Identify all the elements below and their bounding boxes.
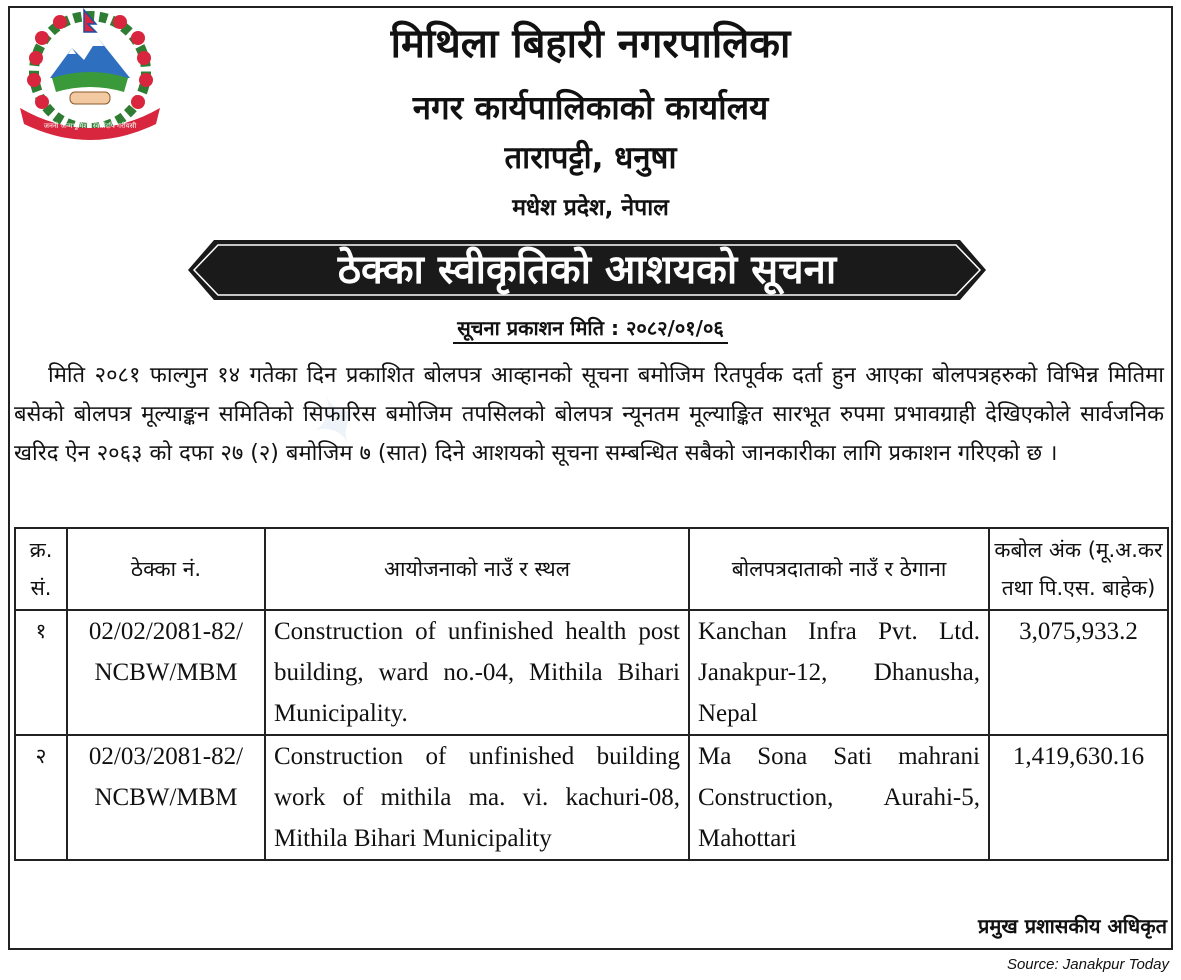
province-country: मधेश प्रदेश, नेपाल	[512, 195, 669, 221]
header-project: आयोजनाको नाउँ र स्थल	[265, 528, 689, 610]
row-contract-number: 02/03/2081-82/ NCBW/MBM	[67, 735, 265, 860]
row-project: Construction of unfinished building work of mithila ma. vi. kachuri-08, Mithila Bihari Municipality	[265, 735, 689, 860]
row-bidder: Kanchan Infra Pvt. Ltd. Janakpur-12, Dhanusha, Nepal	[689, 610, 989, 735]
row-serial-number: २	[15, 735, 67, 860]
row-amount: 1,419,630.16	[989, 735, 1168, 860]
emblem-motto: जननी जन्मभूमिश्च स्वर्गादपि गरीयसी	[43, 122, 137, 130]
notice-paragraph: मिति २०८१ फाल्गुन १४ गतेका दिन प्रकाशित बोलपत्र आव्हानको सूचना बमोजिम रितपूर्वक दर्ता हुन आएका बोलपत्रहरुको विभिन्न मितिमा बसेको बोलपत्र मूल्याङ्कन समितिको सिफारिस बमोजिम तपसिलको बोलपत्र न्यूनतम मूल्याङ्कित सारभूत रुपमा प्रभावग्राही देखिएकोले सार्वजनिक खरिद ऐन २०६३ को दफा २७ (२) बमोजिम ७ (सात) दिने आशयको सूचना सम्बन्धित सबैको जानकारीका लागि प्रकाशन गरिएको छ ।	[14, 363, 1164, 466]
signatory-title: प्रमुख प्रशासकीय अधिकृत	[978, 914, 1167, 938]
publication-date-text: सूचना प्रकाशन मिति : २०८२/०१/०६	[453, 316, 728, 344]
row-project: Construction of unfinished health post building, ward no.-04, Mithila Bihari Municipality.	[265, 610, 689, 735]
table-row	[15, 610, 1168, 735]
table-header-row	[15, 528, 1168, 610]
header-bidder: बोलपत्रदाताको नाउँ र ठेगाना	[689, 528, 989, 610]
header-serial-number: क्र. सं.	[15, 528, 67, 610]
row-bidder: Ma Sona Sati mahrani Construction, Aurahi-5, Mahottari	[689, 735, 989, 860]
row-amount: 3,075,933.2	[989, 610, 1168, 735]
header-amount: कबोल अंक (मू.अ.कर तथा पि.एस. बाहेक)	[989, 528, 1168, 610]
row-contract-number: 02/02/2081-82/ NCBW/MBM	[67, 610, 265, 735]
office-location: तारापट्टी, धनुषा	[504, 140, 677, 176]
row-serial-number: १	[15, 610, 67, 735]
office-name: नगर कार्यपालिकाको कार्यालय	[412, 88, 769, 127]
publication-date	[0, 314, 1181, 341]
title-banner	[188, 240, 986, 300]
header-contract-number: ठेक्का नं.	[67, 528, 265, 610]
notice-title: ठेक्का स्वीकृतिको आशयको सूचना	[337, 247, 837, 293]
watermark: ✦	[293, 371, 382, 472]
municipality-name: मिथिला बिहारी नगरपालिका	[390, 21, 791, 67]
award-table	[14, 527, 1169, 861]
source-credit: Source: Janakpur Today	[1006, 956, 1169, 973]
table-row	[15, 735, 1168, 860]
